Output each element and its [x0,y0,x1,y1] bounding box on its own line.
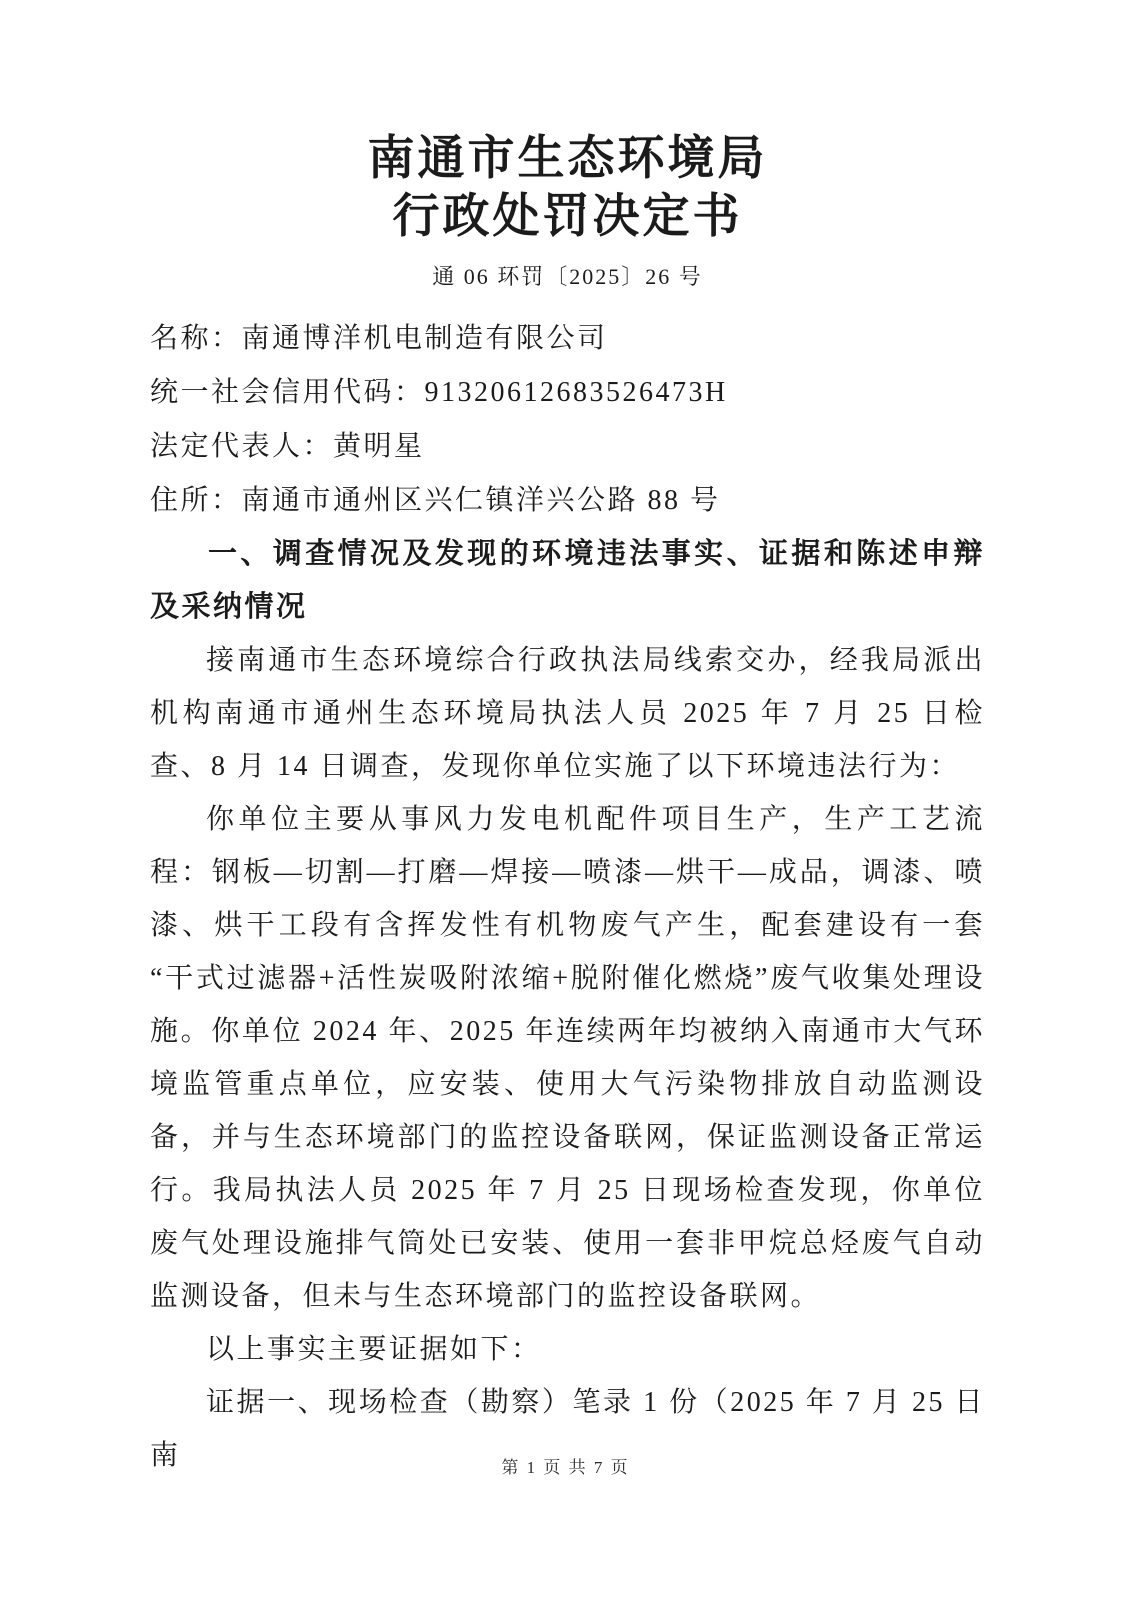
body-paragraph-violation-facts: 你单位主要从事风力发电机配件项目生产，生产工艺流程：钢板—切割—打磨—焊接—喷漆—烘干—成品，调漆、喷漆、烘干工段有含挥发性有机物废气产生，配套建设有一套“干式过滤器+活性炭吸附浓缩+脱附催化燃烧”废气收集处理设施。你单位 2024 年、2025 年连续两年均被纳入南通市大气环境监管重点单位，应安装、使用大气污染物排放自动监测设备，并与生态环境部门的监控设备联网，保证监测设备正常运行。我局执法人员 2025 年 7 月 25 日现场检查发现，你单位废气处理设施排气筒处已安装、使用一套非甲烷总烃废气自动监测设备，但未与生态环境部门的监控设备联网。 [150,804,985,1312]
credit-code-line [150,366,985,420]
page-number-footer: 第 1 页 共 7 页 [501,1458,630,1477]
document-title-line2: 行政处罚决定书 [392,191,743,243]
party-name-value: 南通博洋机电制造有限公司 [241,323,608,354]
party-name-line [150,312,985,366]
legal-representative-label: 法定代表人： [150,431,334,462]
legal-representative-line [150,420,985,474]
document-content [150,0,985,1482]
body-paragraph-investigation-intro: 接南通市生态环境综合行政执法局线索交办，经我局派出机构南通市通州生态环境局执法人员 2025 年 7 月 25 日检查、8 月 14 日调查，发现你单位实施了以下环境违法行为： [150,645,985,782]
address-label: 住所： [150,485,242,516]
address-line [150,474,985,528]
party-name-label: 名称： [150,323,242,354]
party-info-block [150,312,985,528]
credit-code-label: 统一社会信用代码： [150,377,425,408]
legal-representative-value: 黄明星 [333,431,425,462]
document-number: 通 06 环罚〔2025〕26 号 [432,264,703,289]
body-paragraph-evidence-one: 证据一、现场检查（勘察）笔录 1 份（2025 年 7 月 25 日南 [150,1387,985,1471]
body-paragraph-evidence-intro: 以上事实主要证据如下： [206,1334,542,1365]
section-heading-investigation: 一、调查情况及发现的环境违法事实、证据和陈述申辩及采纳情况 [150,538,985,623]
credit-code-value: 91320612683526473H [424,377,728,408]
address-value: 南通市通州区兴仁镇洋兴公路 88 号 [241,485,721,516]
document-title-line1: 南通市生态环境局 [367,133,768,185]
